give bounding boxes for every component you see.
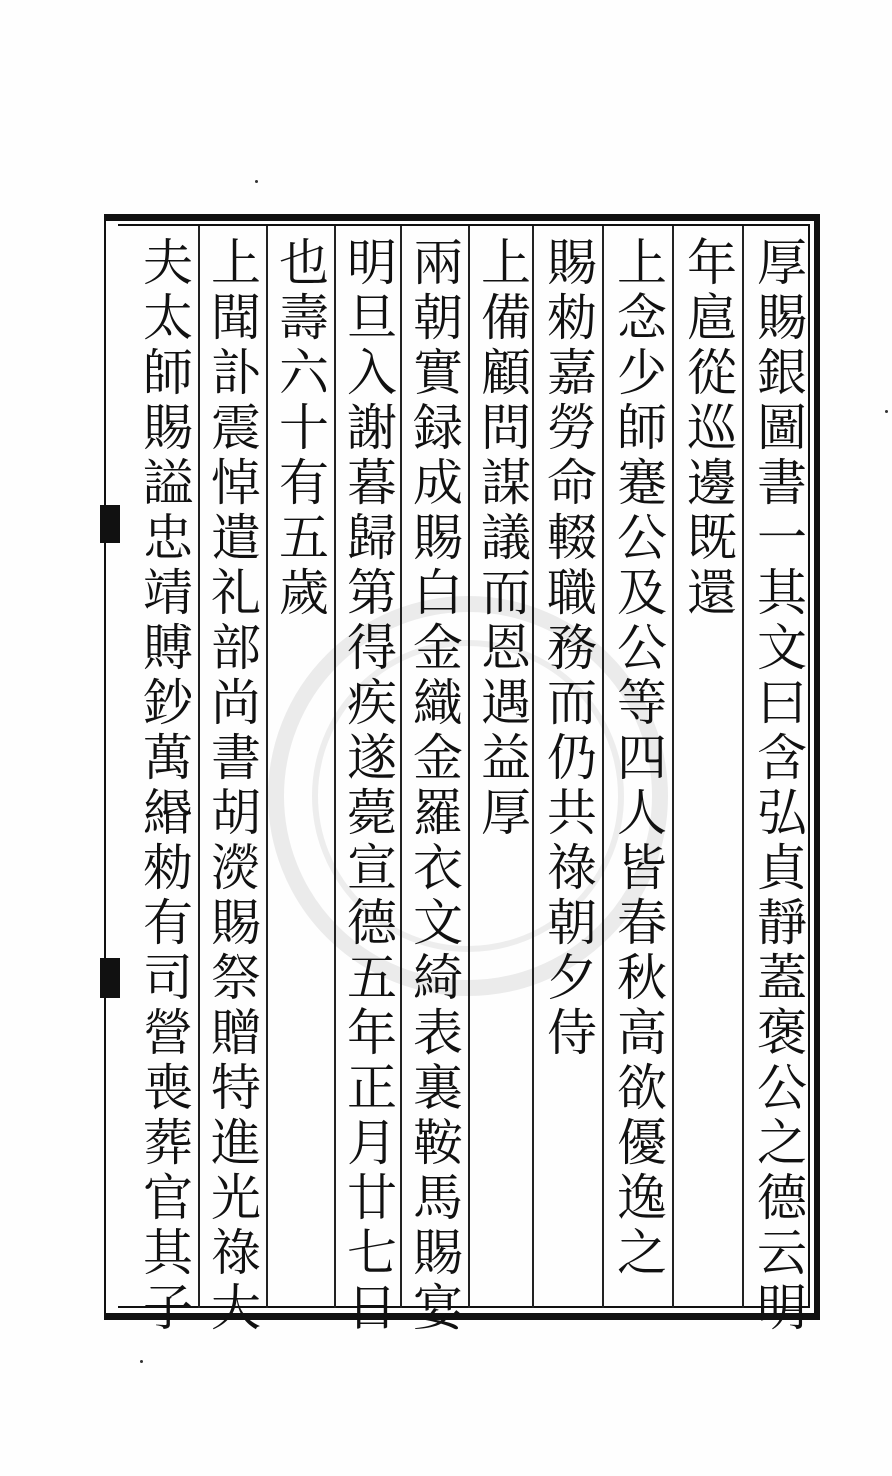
paper-speck <box>140 1360 143 1363</box>
text-column-10: 夫太師賜謚忠靖賻鈔萬緡勑有司營喪葬官其子 <box>135 236 193 1336</box>
text-column-1: 厚賜銀圖書一其文曰含弘貞靜蓋褒公之德云明 <box>749 236 807 1336</box>
column-rule <box>672 226 674 1308</box>
text-column-2: 年扈從巡邊既還 <box>679 236 737 621</box>
column-rule <box>198 226 200 1308</box>
paper-speck <box>885 410 888 413</box>
column-rule <box>334 226 336 1308</box>
column-rule <box>266 226 268 1308</box>
column-rule <box>742 226 744 1308</box>
column-rule <box>400 226 402 1308</box>
text-column-4: 賜勑嘉勞命輟職務而仍共祿朝夕侍 <box>539 236 597 1061</box>
text-column-8: 也壽六十有五歲 <box>271 236 329 621</box>
paper-speck <box>255 180 258 183</box>
text-column-6: 兩朝實録成賜白金織金羅衣文綺表裏鞍馬賜宴 <box>405 236 463 1336</box>
text-column-3: 上念少師蹇公及公等四人皆春秋高欲優逸之 <box>609 236 667 1281</box>
margin-mark-lower <box>100 958 120 998</box>
column-rule <box>602 226 604 1308</box>
margin-mark-upper <box>100 505 120 543</box>
text-column-5: 上備顧問謀議而恩遇益厚 <box>473 236 531 841</box>
text-column-7: 明旦入謝暮歸第得疾遂薨宣德五年正月廿七日 <box>339 236 397 1336</box>
column-rule <box>532 226 534 1308</box>
column-rule <box>468 226 470 1308</box>
text-column-9: 上聞訃震悼遣礼部尚書胡濙賜祭贈特進光祿大 <box>203 236 261 1336</box>
